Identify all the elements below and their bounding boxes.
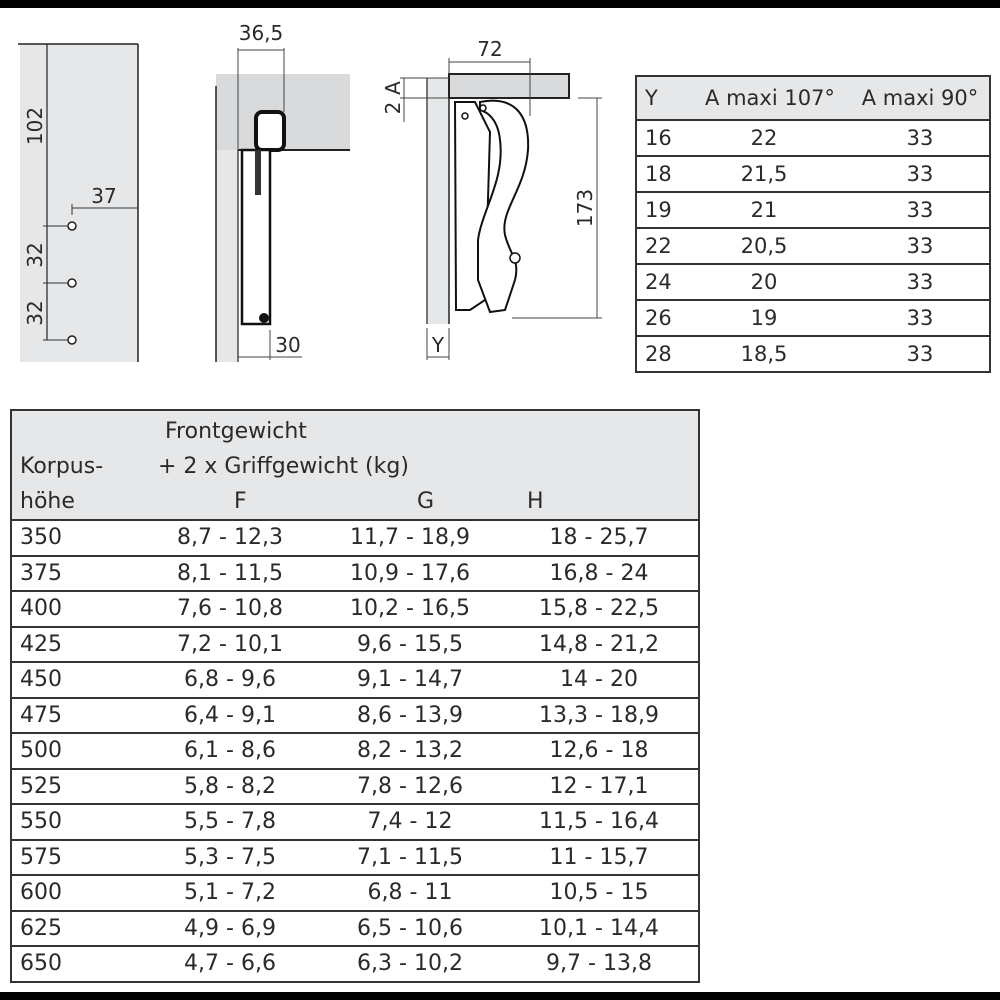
- table-row: [636, 300, 990, 336]
- header-col-f: F: [234, 489, 247, 514]
- hole-icon: [68, 336, 76, 344]
- header-a-maxi-90: A maxi 90°: [851, 76, 990, 120]
- cell-g: 7,4 - 12: [320, 804, 500, 840]
- cell-y: 18: [636, 156, 689, 192]
- cell-f: 7,2 - 10,1: [140, 627, 320, 663]
- cell-a90: 33: [851, 300, 990, 336]
- dim-2: 2: [381, 101, 405, 115]
- table-row: [636, 336, 990, 372]
- cell-y: 26: [636, 300, 689, 336]
- table-header-row: [636, 76, 990, 120]
- header-y: Y: [636, 76, 689, 120]
- cell-g: 7,1 - 11,5: [320, 840, 500, 876]
- cell-a107: 20: [689, 264, 851, 300]
- table-row: [11, 556, 699, 592]
- cell-f: 4,7 - 6,6: [140, 946, 320, 982]
- table-row: [11, 627, 699, 663]
- cell-a107: 19: [689, 300, 851, 336]
- cell-f: 8,7 - 12,3: [140, 520, 320, 556]
- table-row: [11, 698, 699, 734]
- cell-korpushoehe: 400: [11, 591, 140, 627]
- cell-h: 16,8 - 24: [500, 556, 699, 592]
- cell-f: 6,1 - 8,6: [140, 733, 320, 769]
- cell-a90: 33: [851, 156, 990, 192]
- dim-173: 173: [573, 188, 597, 228]
- adjustment-screw-icon: [510, 253, 520, 263]
- dim-a: A: [381, 81, 405, 95]
- dim-30: 30: [275, 333, 301, 357]
- cell-g: 8,6 - 13,9: [320, 698, 500, 734]
- dim-102: 102: [23, 106, 47, 146]
- table-row: [636, 192, 990, 228]
- cell-korpushoehe: 425: [11, 627, 140, 663]
- dim-36-5: 36,5: [238, 21, 284, 45]
- header-col-g: G: [417, 489, 435, 514]
- cell-h: 13,3 - 18,9: [500, 698, 699, 734]
- cell-a107: 20,5: [689, 228, 851, 264]
- cell-y: 22: [636, 228, 689, 264]
- cell-f: 7,6 - 10,8: [140, 591, 320, 627]
- cell-h: 10,1 - 14,4: [500, 911, 699, 947]
- cell-h: 12 - 17,1: [500, 769, 699, 805]
- header-hoehe: höhe: [20, 489, 75, 514]
- dim-72: 72: [477, 37, 503, 61]
- cell-h: 9,7 - 13,8: [500, 946, 699, 982]
- technical-drawings: [0, 0, 630, 380]
- cell-korpushoehe: 550: [11, 804, 140, 840]
- cell-g: 11,7 - 18,9: [320, 520, 500, 556]
- drawing-hole-pattern: [18, 44, 138, 362]
- hole-icon: [68, 279, 76, 287]
- cell-f: 6,4 - 9,1: [140, 698, 320, 734]
- cell-a90: 33: [851, 120, 990, 156]
- cell-g: 8,2 - 13,2: [320, 733, 500, 769]
- cell-f: 5,5 - 7,8: [140, 804, 320, 840]
- cell-korpushoehe: 525: [11, 769, 140, 805]
- table-header: [11, 410, 699, 520]
- cell-y: 19: [636, 192, 689, 228]
- drawing-front-profile: [216, 21, 350, 362]
- cell-f: 6,8 - 9,6: [140, 662, 320, 698]
- cell-f: 5,8 - 8,2: [140, 769, 320, 805]
- cell-korpushoehe: 375: [11, 556, 140, 592]
- table-row: [11, 769, 699, 805]
- header-frontgewicht: Frontgewicht: [165, 419, 307, 444]
- cell-g: 9,1 - 14,7: [320, 662, 500, 698]
- table-row: [11, 875, 699, 911]
- cell-h: 10,5 - 15: [500, 875, 699, 911]
- table-row: [11, 733, 699, 769]
- cell-g: 9,6 - 15,5: [320, 627, 500, 663]
- bottom-border: [0, 992, 1000, 1000]
- cell-g: 6,8 - 11: [320, 875, 500, 911]
- cell-g: 6,5 - 10,6: [320, 911, 500, 947]
- header-a-maxi-107: A maxi 107°: [689, 76, 851, 120]
- dim-37: 37: [91, 184, 117, 208]
- table-row: [11, 662, 699, 698]
- table-row: [11, 946, 699, 982]
- cell-h: 11,5 - 16,4: [500, 804, 699, 840]
- cell-h: 12,6 - 18: [500, 733, 699, 769]
- cell-f: 5,1 - 7,2: [140, 875, 320, 911]
- cell-korpushoehe: 600: [11, 875, 140, 911]
- header-griffgewicht: + 2 x Griffgewicht (kg): [158, 454, 409, 479]
- cell-y: 16: [636, 120, 689, 156]
- cell-korpushoehe: 575: [11, 840, 140, 876]
- cell-g: 6,3 - 10,2: [320, 946, 500, 982]
- dim-32: 32: [23, 242, 47, 268]
- cell-a90: 33: [851, 228, 990, 264]
- cell-korpushoehe: 650: [11, 946, 140, 982]
- front-weight-table: [10, 409, 700, 983]
- table-header-row: [11, 410, 699, 520]
- cell-a90: 33: [851, 336, 990, 372]
- cell-g: 10,2 - 16,5: [320, 591, 500, 627]
- dim-32: 32: [23, 300, 47, 326]
- cell-a107: 21,5: [689, 156, 851, 192]
- cell-a90: 33: [851, 192, 990, 228]
- header-col-h: H: [527, 489, 544, 514]
- cell-h: 11 - 15,7: [500, 840, 699, 876]
- cell-f: 5,3 - 7,5: [140, 840, 320, 876]
- table-row: [11, 911, 699, 947]
- cell-a107: 22: [689, 120, 851, 156]
- cell-a90: 33: [851, 264, 990, 300]
- cell-korpushoehe: 500: [11, 733, 140, 769]
- cell-korpushoehe: 625: [11, 911, 140, 947]
- drawing-side-mechanism: [381, 37, 602, 360]
- hole-icon: [68, 222, 76, 230]
- table-row: [11, 840, 699, 876]
- cell-y: 28: [636, 336, 689, 372]
- table-row: [11, 804, 699, 840]
- cell-h: 14 - 20: [500, 662, 699, 698]
- cell-y: 24: [636, 264, 689, 300]
- cell-a107: 18,5: [689, 336, 851, 372]
- cell-g: 7,8 - 12,6: [320, 769, 500, 805]
- cell-h: 14,8 - 21,2: [500, 627, 699, 663]
- table-row: [11, 591, 699, 627]
- table-row: [636, 120, 990, 156]
- cell-h: 18 - 25,7: [500, 520, 699, 556]
- table-row: [11, 520, 699, 556]
- cell-korpushoehe: 475: [11, 698, 140, 734]
- cell-a107: 21: [689, 192, 851, 228]
- cell-f: 8,1 - 11,5: [140, 556, 320, 592]
- cell-korpushoehe: 450: [11, 662, 140, 698]
- cell-h: 15,8 - 22,5: [500, 591, 699, 627]
- cell-f: 4,9 - 6,9: [140, 911, 320, 947]
- cell-korpushoehe: 350: [11, 520, 140, 556]
- table-row: [636, 264, 990, 300]
- dim-y: Y: [431, 333, 445, 357]
- header-korpus: Korpus-: [20, 454, 104, 479]
- table-row: [636, 156, 990, 192]
- table-row: [636, 228, 990, 264]
- y-a-maxi-table: [635, 75, 991, 373]
- cell-g: 10,9 - 17,6: [320, 556, 500, 592]
